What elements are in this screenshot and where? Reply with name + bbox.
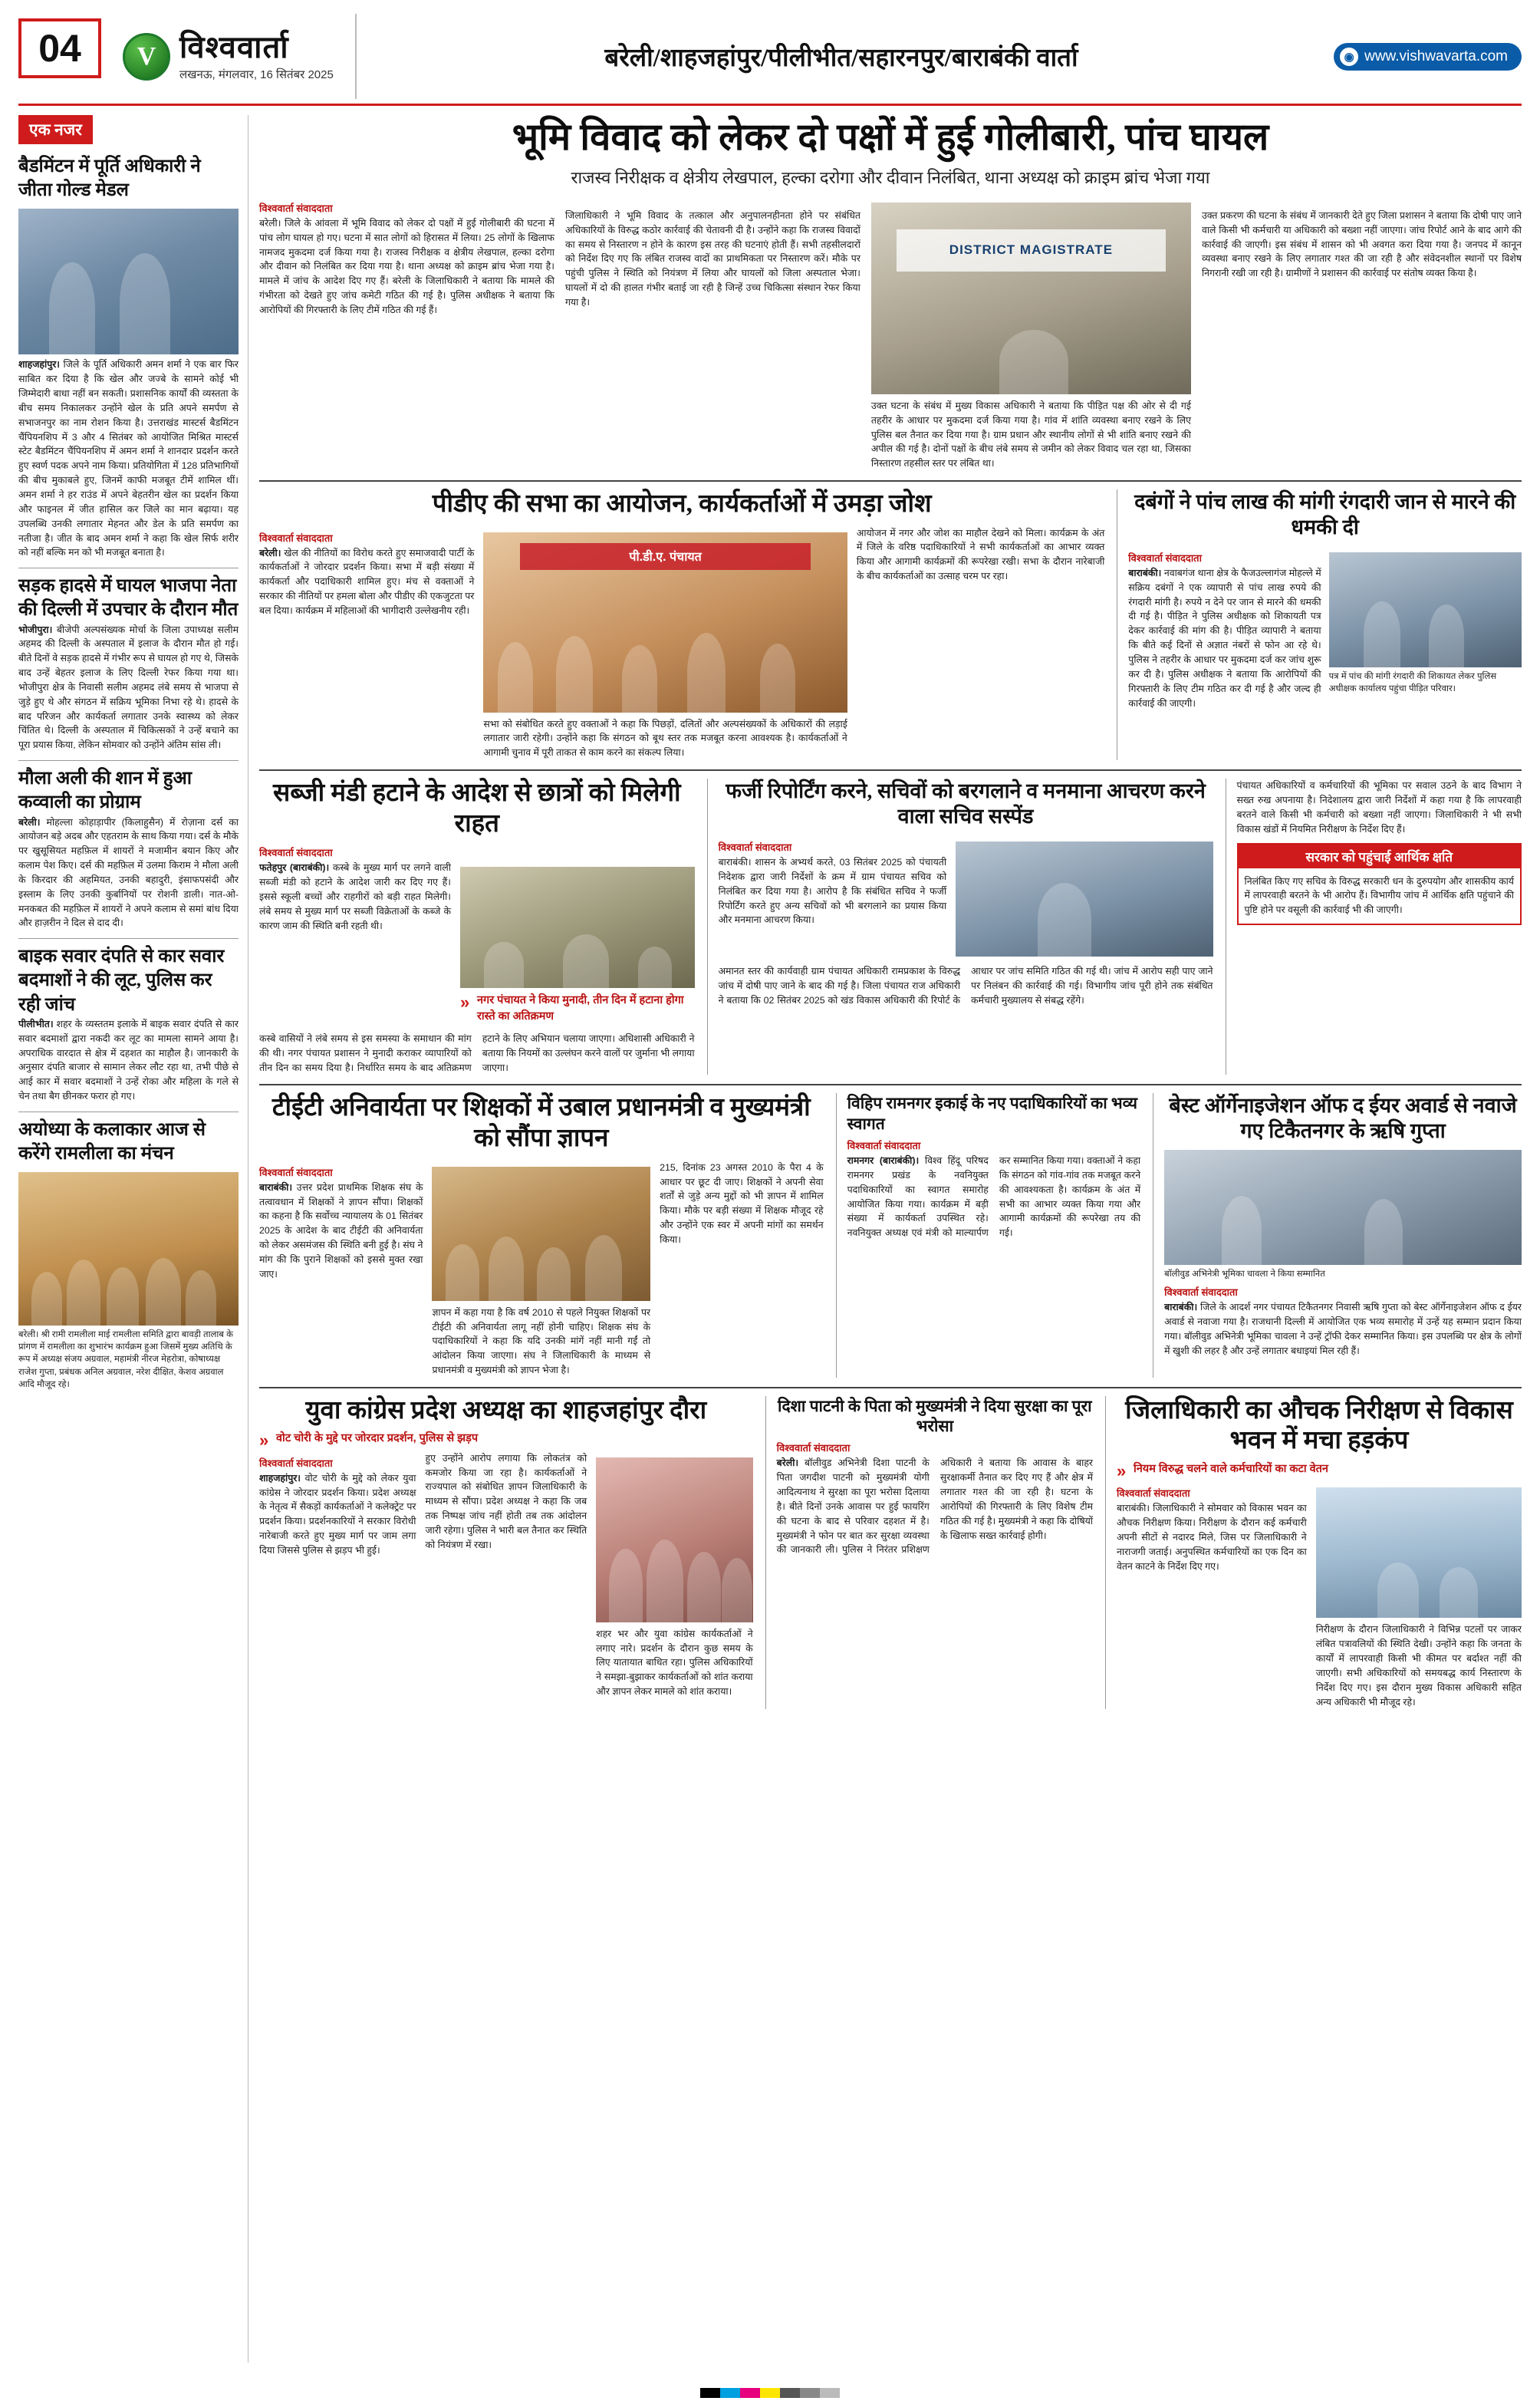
patni-byline: विश्ववार्ता संवाददाता	[776, 1442, 851, 1454]
sidebar-item-dateline: शाहजहांपुर।	[18, 359, 60, 371]
vegetable-market-photo	[460, 867, 695, 988]
masthead	[18, 14, 1522, 106]
lead-story	[259, 115, 1522, 471]
suspended-secretary-photo	[956, 842, 1213, 957]
vhp-byline: विश्ववार्ता संवाददाता	[847, 1139, 921, 1151]
edition-line: बरेली/शाहजहांपुर/पीलीभीत/सहारनपुर/बाराबंकी वार्ता	[604, 44, 1078, 72]
sidebar-item-badminton	[18, 152, 239, 560]
pda-col-1: बरेली। खेल की नीतियों का विरोध करते हुए समाजवादी पार्टी के कार्यकर्ताओं ने जोरदार प्रदर्शन किया। सभा में बड़ी संख्या में कार्यकर्ता और पदाधिकारी शामिल हुए। मंच से वक्ताओं ने सरकार की नीतियों पर हमला बोला और पीडीए की एकजुटता पर बल दिया। कार्यक्रम में महिलाओं की भागीदारी उल्लेखनीय रही।	[259, 547, 475, 616]
dm-inspection-headline: जिलाधिकारी का औचक निरीक्षण से विकास भवन में मचा हड़कंप	[1125, 1396, 1513, 1455]
complainant-family-photo	[1329, 552, 1522, 667]
award-dateline: बाराबंकी।	[1164, 1302, 1198, 1313]
extortion-photo-caption: पत्र में पांच की मांगी रंगदारी की शिकायत लेकर पुलिस अधीक्षक कार्यालय पहुंचा पीड़ित परिवार।	[1328, 671, 1497, 693]
aarthik-kshati-box	[1237, 843, 1522, 926]
second-row	[259, 480, 1522, 760]
award-byline: विश्ववार्ता संवाददाता	[1164, 1286, 1238, 1299]
youth-dateline: शाहजहांपुर।	[259, 1472, 301, 1484]
vhp-dateline: रामनगर (बाराबंकी)।	[847, 1154, 920, 1166]
photo-caption: बरेली। श्री रामी रामलीला माई रामलीला समिति द्वारा बावड़ी तालाब के प्रांगण में रामलीला का शुभारंभ कार्यक्रम हुआ जिसमें मुख्य अतिथि के रूप में अध्यक्ष संजय अग्रवाल, महामंत्री नीरज मेहरोत्रा, कोषाध्यक्ष राजेश गुप्ता, प्रबंधक अनिल अग्रवाल, नरेश दीक्षित, केशव अग्रवाल आदि मौजूद रहे।	[18, 1330, 233, 1389]
sidebar-item-headline: बाइक सवार दंपति से कार सवार बदमाशों ने की लूट, पुलिस कर रही जांच	[18, 938, 239, 1017]
suspend-col-2: अमानत स्तर की कार्यवाही ग्राम पंचायत अधिकारी रामप्रकाश के विरुद्ध जांच में दोषी पाए जाने के बाद की गई है। जिला पंचायत राज अधिकारी ने बताया कि 02 सितंबर 2025 को खंड विकास अधिकारी की रिपोर्ट के आधार पर जांच समिति गठित की गई थी। जांच में आरोप सही पाए जाने पर निलंबन की कार्रवाई की गई। विभागीय जांच पूरी होने तक संबंधित कर्मचारी मुख्यालय से संबद्ध रहेंगे।	[718, 966, 1213, 1006]
fifth-row	[259, 1387, 1522, 1710]
vhp-headline: विहिप रामनगर इकाई के नए पदाधिकारियों का भव्य स्वागत	[847, 1094, 1138, 1133]
extortion-body: बाराबंकी। नवाबगंज थाना क्षेत्र के फैजउल्लागंज मोहल्ले में सक्रिय दबंगों ने एक व्यापारी से पांच लाख रुपये की रंगदारी मांगी है। रुपये न देने पर जान से मारने की धमकी दी गई है। पीड़ित ने पुलिस अधीक्षक को शिकायती पत्र देकर कार्रवाई की मांग की है। पीड़ित व्यापारी ने बताया कि बीते कई दिनों से अज्ञात नंबरों से फोन आ रहे थे। पुलिस ने तहरीर के आधार पर मुकदमा दर्ज कर जांच शुरू कर दी है। पुलिस अधीक्षक ने बताया कि आरोपियों की गिरफ्तारी के लिए टीम गठित कर दी गई है और जल्द ही कार्रवाई की जाएगी।	[1128, 567, 1321, 709]
badminton-award-photo	[18, 209, 239, 354]
lead-col-4: उक्त प्रकरण की घटना के संबंध में जानकारी देते हुए जिला प्रशासन ने बताया कि दोषी पाए जाने वाले किसी भी कर्मचारी या अधिकारी को बख्शा नहीं जाएगा। जांच रिपोर्ट आने के बाद आगे की कार्रवाई की जाएगी। इस संबंध में शासन को भी अवगत करा दिया गया है। जनपद में कानून व्यवस्था बनाए रखने के लिए लगातार गश्त की जा रही है और संवेदनशील स्थानों पर विशेष निगरानी रखी जा रही है। ग्रामीणों ने प्रशासन की कार्रवाई पर संतोष व्यक्त किया है।	[1201, 209, 1522, 279]
website-url: www.vishwavarta.com	[1364, 48, 1508, 64]
teachers-protest-photo	[432, 1167, 650, 1301]
publication-title: विश्ववार्ता	[179, 29, 289, 64]
mandi-byline: विश्ववार्ता संवाददाता	[259, 847, 333, 859]
patni-body: बरेली। बॉलीवुड अभिनेत्री दिशा पाटनी के पिता जगदीश पाटनी को मुख्यमंत्री योगी आदित्यनाथ ने सुरक्षा का पूरा भरोसा दिलाया है। बीते दिनों उनके आवास पर हुई फायरिंग की घटना के बाद से परिवार दहशत में है। मुख्यमंत्री ने फोन पर बात कर सुरक्षा व्यवस्था की जानकारी ली। पुलिस ने निरंतर प्रशिक्षण अधिकारी ने बताया कि आवास के बाहर सुरक्षाकर्मी तैनात कर दिए गए हैं और क्षेत्र में लगातार गश्त की जा रही है। घटना के आरोपियों की गिरफ्तारी के लिए विशेष टीम गठित की गई है। मुख्यमंत्री ने कहा कि दोषियों के खिलाफ सख्त कार्रवाई होगी।	[776, 1457, 1093, 1556]
patni-headline: दिशा पाटनी के पिता को मुख्यमंत्री ने दिया सुरक्षा का पूरा भरोसा	[778, 1396, 1092, 1436]
award-ceremony-photo	[1164, 1150, 1522, 1265]
sidebar-item-qawwali	[18, 760, 239, 930]
pda-banner-text: पी.डी.ए. पंचायत	[520, 543, 811, 570]
publication-logo	[123, 14, 357, 99]
sidebar-item-headline: सड़क हादसे में घायल भाजपा नेता की दिल्ली में उपचार के दौरान मौत	[18, 568, 239, 622]
dm-inspection-pullquote: » नियम विरुद्ध चलने वाले कर्मचारियों का कटा वेतन	[1117, 1461, 1522, 1477]
sidebar-item-body: भोजीपुरा। बीजेपी अल्पसंख्यक मोर्चा के जिला उपाध्यक्ष सलीम अहमद की दिल्ली के अस्पताल में इलाज के दौरान मौत हो गई। बीते दिनों वे सड़क हादसे में गंभीर रूप से घायल हो गए थे, जिसके बाद उन्हें बेहतर इलाज के लिए दिल्ली रेफर किया गया था। भोजीपुरा क्षेत्र के निवासी सलीम अहमद लंबे समय से भाजपा से जुड़े हुए थे और संगठन में सक्रिय भूमिका निभा रहे थे। हादसे के बाद परिजन और कार्यकर्ता लगातार उनके स्वास्थ्य को लेकर चिंतित थे। दिल्ली के अस्पताल में चिकित्सकों ने उन्हें बचाने का पूरा प्रयास किया, लेकिन सोमवार को उन्होंने अंतिम सांस ली।	[18, 624, 239, 751]
suspend-headline: फर्जी रिपोर्टिंग करने, सचिवों को बरगलाने व मनमाना आचरण करने वाला सचिव सस्पेंड	[726, 779, 1206, 828]
sidebar-item-headline: अयोध्या के कलाकार आज से करेंगे रामलीला का मंचन	[18, 1112, 239, 1166]
sidebar-item-headline: मौला अली की शान में हुआ कव्वाली का प्रोग्राम	[18, 760, 239, 815]
award-photo-caption: बॉलीवुड अभिनेत्री भूमिका चावला ने किया सम्मानित	[1164, 1270, 1325, 1280]
lead-subhead: राजस्व निरीक्षक व क्षेत्रीय लेखपाल, हल्का दरोगा और दीवान निलंबित, थाना अध्यक्ष को क्राइम ब्रांच भेजा गया	[571, 167, 1210, 187]
pda-dateline: बरेली।	[259, 547, 281, 558]
mandi-headline: सब्जी मंडी हटाने के आदेश से छात्रों को मिलेगी राहत	[272, 779, 681, 838]
mandi-col-2: कस्बे वासियों ने लंबे समय से इस समस्या के समाधान की मांग की थी। नगर पंचायत प्रशासन ने मुनादी कराकर व्यापारियों को तीन दिन का समय दिया है। निर्धारित समय के बाद अतिक्रमण हटाने के लिए अभियान चलाया जाएगा। अधिशासी अधिकारी ने बताया कि नियमों का उल्लंघन करने वालों पर जुर्माना भी लगाया जाएगा।	[259, 1033, 695, 1073]
pda-byline: विश्ववार्ता संवाददाता	[259, 532, 333, 544]
ramlila-group-photo	[18, 1172, 239, 1326]
third-row	[259, 769, 1522, 1075]
aarthik-box-head: सरकार को पहुंचाई आर्थिक क्षति	[1239, 845, 1520, 868]
sidebar-item-dateline: भोजीपुरा।	[18, 624, 53, 635]
mandi-col-1: फतेहपुर (बाराबंकी)। कस्बे के मुख्य मार्ग पर लगने वाली सब्जी मंडी को हटाने के आदेश जारी कर दिए गए हैं। इससे स्कूली बच्चों और राहगीरों को बड़ी राहत मिलेगी। लंबे समय से मुख्य मार्ग पर सब्जी विक्रेताओं के कब्जे के कारण जाम की स्थिति बनी रहती थी।	[259, 862, 451, 931]
tet-dateline: बाराबंकी।	[259, 1181, 293, 1193]
lead-col-1: बरेली। जिले के आंवला में भूमि विवाद को लेकर दो पक्षों में हुई गोलीबारी की घटना में पांच लोग घायल हो गए। घटना में सात लोगों को हिरासत में लिया। 25 लोगों के खिलाफ नामजद मुकदमा दर्ज किया गया है। राजस्व निरीक्षक व क्षेत्रीय लेखपाल, हल्का दरोगा और दीवान को निलंबित कर दिया गया है। थाना अध्यक्ष को क्राइम ब्रांच भेजा गया है। मामले में जांच के आदेश दिए गए हैं। बरेली के जिलाधिकारी ने बताया कि मामले की गंभीरता को देखते हुए जांच कमेटी गठित की गई है। पुलिस अधीक्षक ने बताया कि आरोपियों की गिरफ्तारी के लिए टीमें गठित की गई हैं।	[259, 217, 554, 315]
tet-col-3: 215, दिनांक 23 अगस्त 2010 के पैरा 4 के आधार पर छूट दी जाए। शिक्षकों ने अपनी सेवा शर्तों से जुड़े अन्य मुद्दों को भी ज्ञापन में शामिल किया। मौके पर बड़ी संख्या में शिक्षक मौजूद रहे और उन्होंने एक स्वर में अपनी मांगों का समर्थन किया।	[660, 1161, 824, 1245]
youth-headline: युवा कांग्रेस प्रदेश अध्यक्ष का शाहजहांपुर दौरा	[305, 1396, 707, 1424]
suspend-col-1: बाराबंकी। शासन के अभ्यर्थ करते, 03 सितंबर 2025 को पंचायती निदेशक द्वारा जारी निर्देशों के क्रम में ग्राम पंचायत सचिव को निलंबित कर दिया गया है। आरोप है कि संबंधित सचिव ने फर्जी रिपोर्टिंग करते हुए अन्य सचिवों को भी बरगलाने का प्रयास किया और मनमाना आचरण किया।	[718, 857, 947, 926]
extortion-dateline: बाराबंकी।	[1128, 567, 1162, 578]
lead-byline: विश्ववार्ता संवाददाता	[259, 202, 333, 214]
lead-col-3: उक्त घटना के संबंध में मुख्य विकास अधिकारी ने बताया कि पीड़ित पक्ष की ओर से दी गई तहरीर के आधार पर मुकदमा दर्ज किया गया है। गांव में शांति व्यवस्था बनाए रखने के लिए पुलिस बल तैनात कर दिया गया है। ग्राम प्रधान और स्थानीय लोगों से भी शांति बनाए रखने की अपील की गई है। दोनों पक्षों के बीच लंबे समय से जमीन को लेकर विवाद चल रहा था, जिसका निस्तारण तहसील स्तर पर लंबित था।	[870, 400, 1191, 469]
youth-col-1: शाहजहांपुर। वोट चोरी के मुद्दे को लेकर युवा कांग्रेस ने जोरदार प्रदर्शन किया। प्रदेश अध्यक्ष के नेतृत्व में सैकड़ों कार्यकर्ताओं ने कलेक्ट्रेट पर प्रदर्शन किया। प्रदर्शनकारियों ने सरकार विरोधी नारेबाजी करते हुए मुख्य मार्ग पर जाम लगा दिया जिससे पुलिस से झड़प भी हुई।	[259, 1472, 416, 1556]
patni-dateline: बरेली।	[776, 1457, 799, 1469]
sidebar-item-headline: बैडमिंटन में पूर्ति अधिकारी ने जीता गोल्ड मेडल	[18, 156, 201, 201]
award-headline: बेस्ट ऑर्गेनाइजेशन ऑफ द ईयर अवार्ड से नवाजे गए टिकैतनगर के ऋषि गुप्ता	[1169, 1094, 1517, 1143]
fourth-row	[259, 1084, 1522, 1377]
globe-icon: ◉	[1340, 48, 1358, 66]
sidebar-item-dateline: बरेली।	[18, 816, 41, 828]
sidebar-item-body: बरेली। मोहल्ला कोहाड़ापीर (किलाहुसैन) में रोज़ाना दर्स का आयोजन बड़े अदब और एहतराम के साथ किया गया। दर्स के मौके पर खुसूसियत महफ़िल में शायरों ने मजामीन बयान किए और कलाम पेश किए। दर्स की महफ़िल में उलमा किराम ने मौला अली के किरदार की अहमियत, उनकी बहादुरी, इंसाफपसंदी और इस्लाम के लिए उनकी कुर्बानियों पर रोशनी डाली। नात-ओ-मनकबत की महफ़िल में शायरों ने अपने कलाम से समां बांध दिया और हाज़रीन ने दिल से दाद दी।	[18, 816, 239, 929]
mandi-dateline: फतेहपुर (बाराबंकी)।	[259, 862, 330, 874]
suspend-byline: विश्ववार्ता संवाददाता	[718, 842, 792, 854]
youth-col-3: शहर भर और युवा कांग्रेस कार्यकर्ताओं ने लगाए नारे। प्रदर्शन के दौरान कुछ समय के लिए यातायात बाधित रहा। पुलिस अधिकारियों ने समझा-बुझाकर कार्यकर्ताओं को शांत कराया और ज्ञापन लेकर मामले को शांत कराया।	[596, 1628, 753, 1698]
sidebar-column	[18, 115, 248, 2363]
extortion-byline: विश्ववार्ता संवाददाता	[1128, 552, 1202, 564]
aarthik-box-body: निलंबित किए गए सचिव के विरुद्ध सरकारी धन के दुरुपयोग और शासकीय कार्य में लापरवाही बरतने के भी आरोप हैं। विभागीय जांच में आर्थिक क्षति पहुंचाने की पुष्टि होने पर वसूली की कार्रवाई भी की जाएगी।	[1244, 875, 1514, 916]
pda-panchayat-stage-photo	[483, 532, 847, 713]
pda-col-2: सभा को संबोधित करते हुए वक्ताओं ने कहा कि पिछड़ों, दलितों और अल्पसंख्यकों के अधिकारों की लड़ाई लगातार जारी रहेगी। उन्होंने कहा कि संगठन को बूथ स्तर तक मजबूत करना आवश्यक है। कार्यकर्ताओं ने आगामी चुनाव में पूरी ताकत से काम करने का संकल्प लिया।	[483, 718, 847, 759]
sidebar-item-bjp-leader-death	[18, 568, 239, 753]
sidebar-item-body: शाहजहांपुर। जिले के पूर्ति अधिकारी अमन शर्मा ने एक बार फिर साबित कर दिया है कि खेल और जज्बे के सामने कोई भी जिम्मेदारी बाधा नहीं बन सकती। प्रशासनिक कार्यों की व्यस्तता के बीच समय निकालकर उन्होंने खेल के प्रति अपने समर्पण से सभाजनपुर का नाम रोशन किया है। उत्तराखंड मास्टर्स बैडमिंटन चैंपियनशिप में 3 और 4 सितंबर को आयोजित मिश्रित मास्टर्स स्टेट बैडमिंटन चैंपियनशिप में अमन शर्मा ने शानदार प्रदर्शन करते हुए स्वर्ण पदक अपने नाम किया। प्रतियोगिता में 128 प्रतिभागियों की बीच मुकाबले हुए, जिनमें काफी मजबूत टीमें शामिल थीं। अमन शर्मा ने हर राउंड में अपने बेहतरीन खेल का प्रदर्शन किया और फाइनल में जीत हासिल कर जिले का मान बढ़ाया। यह उपलब्धि उनकी लगातार मेहनत और डेल के प्रति समर्पण का नतीजा है। जीत के बाद अमन शर्मा ने कहा कि खेल सिर्फ शरीर को नहीं बल्कि मन को भी मजबूत बनाता है।	[18, 359, 239, 558]
main-column	[259, 115, 1522, 2363]
mandi-pullquote: » नगर पंचायत ने किया मुनादी, तीन दिन में हटाना होगा रास्ते का अतिक्रमण	[460, 993, 695, 1024]
dm-inspection-col-2: निरीक्षण के दौरान जिलाधिकारी ने विभिन्न पटलों पर जाकर लंबित पत्रावलियों की स्थिति देखी। उन्होंने कहा कि जनता के कार्यों में लापरवाही किसी भी कीमत पर बर्दाश्त नहीं की जाएगी। सभी अधिकारियों को समयबद्ध कार्य निस्तारण के निर्देश दिए गए। इस दौरान मुख्य विकास अधिकारी सहित अन्य अधिकारी भी मौजूद रहे।	[1315, 1624, 1522, 1708]
pda-headline: पीडीए की सभा का आयोजन, कार्यकर्ताओं में उमड़ा जोश	[432, 490, 932, 519]
sidebar-item-robbery	[18, 938, 239, 1104]
color-registration-bar	[700, 2388, 840, 2398]
tet-col-1: बाराबंकी। उत्तर प्रदेश प्राथमिक शिक्षक संघ के तत्वावधान में शिक्षकों ने ज्ञापन सौंपा। शिक्षकों का कहना है कि सर्वोच्च न्यायालय के 01 सितंबर 2025 के आदेश के बाद टीईटी की अनिवार्यता को लेकर असमंजस की स्थिति बनी हुई है। संघ ने मांग की कि पुराने शिक्षकों को इससे मुक्त रखा जाए।	[259, 1181, 423, 1280]
award-body: बाराबंकी। जिले के आदर्श नगर पंचायत टिकैतनगर निवासी ऋषि गुप्ता को बेस्ट ऑर्गेनाइजेशन ऑफ द ईयर अवार्ड से नवाजा गया है। राजधानी दिल्ली में आयोजित एक भव्य समारोह में उन्हें यह सम्मान प्रदान किया गया। बॉलीवुड अभिनेत्री भूमिका चावला ने उन्हें ट्रॉफी देकर सम्मानित किया। इस उपलब्धि पर क्षेत्र के लोगों में खुशी की लहर है और उन्हें लगातार बधाइयां मिल रही हैं।	[1164, 1302, 1522, 1356]
tet-headline: टीईटी अनिवार्यता पर शिक्षकों में उबाल प्रधानमंत्री व मुख्यमंत्री को सौंपा ज्ञापन	[271, 1094, 811, 1153]
page-number: 04	[18, 18, 101, 78]
extortion-headline: दबंगों ने पांच लाख की मांगी रंगदारी जान से मारने की धमकी दी	[1134, 490, 1516, 538]
youth-col-2: हुए उन्होंने आरोप लगाया कि लोकतंत्र को कमजोर किया जा रहा है। कार्यकर्ताओं ने राज्यपाल को संबोधित ज्ञापन जिलाधिकारी के माध्यम से सौंपा। प्रदेश अध्यक्ष ने कहा कि जब तक निष्पक्ष जांच नहीं होती तब तक आंदोलन जारी रहेगा। पुलिस ने भारी बल तैनात कर स्थिति को नियंत्रण में रखा।	[425, 1452, 587, 1550]
lead-col-2: जिलाधिकारी ने भूमि विवाद के तत्काल और अनुपालनहीनता होने पर संबंधित अधिकारियों के विरुद्ध कठोर कार्रवाई की चेतावनी दी है। उन्होंने कहा कि राजस्व विवादों का समय से निस्तारण न होने के कारण इस तरह की घटनाएं होती हैं। सभी तहसीलदारों को निर्देश दिए गए कि लंबित राजस्व वादों का प्राथमिकता पर निस्तारण करें। मौके पर पहुंची पुलिस ने स्थिति को नियंत्रण में लिया और घायलों को जिला अस्पताल भेजा। घायलों में दो की हालत गंभीर बताई जा रही है जिन्हें उच्च चिकित्सा संस्थान रेफर किया गया है।	[564, 209, 860, 308]
dm-inspection-col-1: बाराबंकी। जिलाधिकारी ने सोमवार को विकास भवन का औचक निरीक्षण किया। निरीक्षण के दौरान कई कर्मचारी अपनी सीटों से नदारद मिले, जिस पर जिलाधिकारी ने नाराजगी जताई। अनुपस्थित कर्मचारियों का एक दिन का वेतन काटने के निर्देश दिए गए।	[1117, 1503, 1307, 1572]
youth-congress-protest-photo	[596, 1457, 752, 1622]
district-magistrate-office-photo	[871, 203, 1191, 394]
vikas-bhavan-inspection-photo	[1316, 1487, 1522, 1618]
vhp-body: रामनगर (बाराबंकी)। विश्व हिंदू परिषद रामनगर प्रखंड के नवनियुक्त पदाधिकारियों का स्वागत समारोह आयोजित किया गया। कार्यक्रम में बड़ी संख्या में कार्यकर्ता उपस्थित रहे। नवनियुक्त अध्यक्ष एवं मंत्री को माल्यार्पण कर सम्मानित किया गया। वक्ताओं ने कहा कि संगठन को गांव-गांव तक मजबूत करने की आवश्यकता है। कार्यक्रम के अंत में सभी का आभार व्यक्त किया गया और आगामी कार्यक्रमों की रूपरेखा तय की गई।	[847, 1154, 1141, 1239]
sidebar-item-dateline: पीलीभीत।	[18, 1018, 54, 1029]
website-badge[interactable]	[1334, 43, 1522, 71]
suspend-col-3: पंचायत अधिकारियों व कर्मचारियों की भूमिका पर सवाल उठने के बाद विभाग ने सख्त रुख अपनाया है। निदेशालय द्वारा जारी निर्देशों में कहा गया है कि लापरवाही बरतने वाले किसी भी कर्मचारी को बख्शा नहीं जाएगा। जिलाधिकारी ने भी सभी विकास खंडों में नियमित निरीक्षण के निर्देश दिए हैं।	[1236, 780, 1522, 835]
sidebar-label: एक नजर	[18, 115, 93, 144]
youth-pullquote: » वोट चोरी के मुद्दे पर जोरदार प्रदर्शन, पुलिस से झड़प	[259, 1431, 753, 1446]
pda-col-3: आयोजन में नगर और जोश का माहौल देखने को मिला। कार्यक्रम के अंत में जिले के वरिष्ठ पदाधिकारियों ने सभी कार्यकर्ताओं का आभार व्यक्त किया और आगामी कार्यक्रमों की रूपरेखा रखी। सभा के दौरान नारेबाजी के बीच कार्यकर्ताओं का उत्साह चरम पर रहा।	[856, 527, 1105, 582]
lead-headline: भूमि विवाद को लेकर दो पक्षों में हुई गोलीबारी, पांच घायल	[512, 116, 1269, 158]
dm-office-nameplate: DISTRICT MAGISTRATE	[897, 229, 1165, 272]
tet-col-2: ज्ञापन में कहा गया है कि वर्ष 2010 से पहले नियुक्त शिक्षकों पर टीईटी की अनिवार्यता लागू नहीं होनी चाहिए। शिक्षक संघ के पदाधिकारियों ने कहा कि यदि उनकी मांगें नहीं मानी गईं तो आंदोलन किया जाएगा। संघ ने जिलाधिकारी के माध्यम से प्रधानमंत्री व मुख्यमंत्री को ज्ञापन भेजा है।	[432, 1306, 651, 1376]
sidebar-item-body: पीलीभीत। शहर के व्यस्ततम इलाके में बाइक सवार दंपति से कार सवार बदमाशों द्वारा नकदी कर लूट का मामला सामने आया है। अपराधिक वारदात से क्षेत्र में दहशत का माहौल है। जानकारी के अनुसार दंपति बाजार से सामान लेकर लौट रहा था, तभी पीछे से आई कार में सवार बदमाशों ने उन्हें रोका और महिला के गले से चेन तथा बैग छीनकर फरार हो गए।	[18, 1018, 239, 1102]
publication-dateline: लखनऊ, मंगलवार, 16 सितंबर 2025	[179, 68, 334, 81]
youth-byline: विश्ववार्ता संवाददाता	[259, 1457, 333, 1469]
sidebar-item-ramlila	[18, 1112, 239, 1391]
dm-inspection-byline: विश्ववार्ता संवाददाता	[1117, 1487, 1190, 1500]
tet-byline: विश्ववार्ता संवाददाता	[259, 1166, 333, 1178]
vishwavarta-logo-icon: V	[123, 33, 170, 81]
